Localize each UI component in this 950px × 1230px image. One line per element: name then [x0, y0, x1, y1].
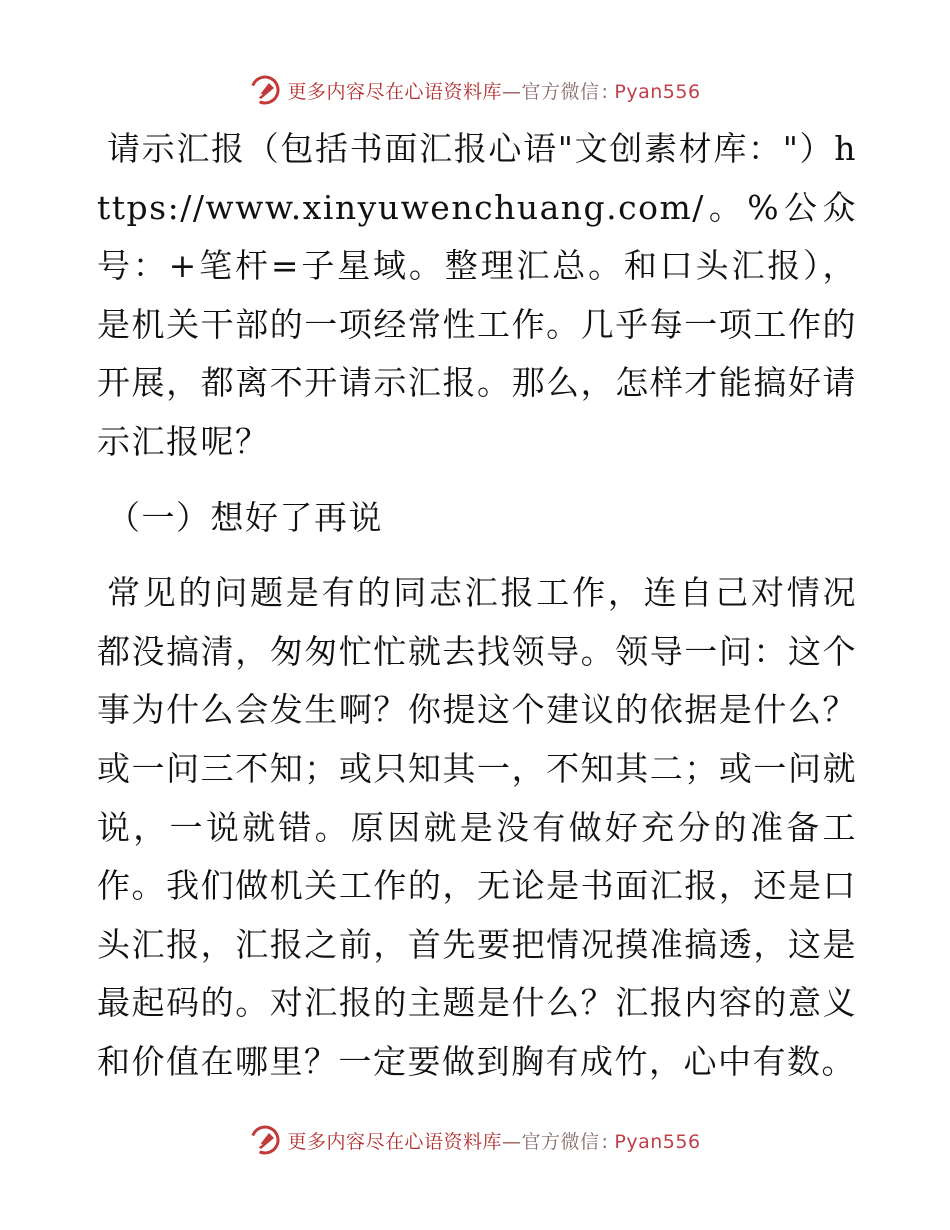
- watermark-official-label: 官方微信: [521, 1130, 600, 1153]
- watermark-text: [287, 77, 700, 104]
- intro-paragraph: 请示汇报（包括书面汇报心语"文创素材库："）https://www.xinyuwenchuang.com/。%公众号：+笔杆=子星域。整理汇总。和口头汇报），是机关干部的一项经常性工作。几乎每一项工作的开展，都离不开请示汇报。那么，怎样才能搞好请示汇报呢？: [97, 129, 857, 461]
- watermark-slogan: 更多内容尽在心语资料库: [287, 1130, 502, 1153]
- watermark-wechat-id: Pyan556: [614, 80, 701, 103]
- watermark-dash: —: [501, 80, 522, 103]
- watermark-slogan: 更多内容尽在心语资料库: [287, 80, 502, 103]
- pen-nib-logo-icon: [249, 1124, 281, 1156]
- pen-nib-logo-icon: [249, 74, 281, 106]
- watermark-official-label: 官方微信: [521, 80, 600, 103]
- footer-watermark: [0, 1120, 950, 1160]
- watermark-dash: —: [501, 1130, 522, 1153]
- watermark-separator: :: [601, 80, 609, 103]
- watermark-separator: :: [601, 1130, 609, 1153]
- section-heading: （一）想好了再说: [107, 497, 383, 537]
- body-paragraph: 常见的问题是有的同志汇报工作，连自己对情况都没搞清，匆匆忙忙就去找领导。领导一问：这个事为什么会发生啊？你提这个建议的依据是什么？或一问三不知；或只知其一，不知其二；或一问就说，一说就错。原因就是没有做好充分的准备工作。我们做机关工作的，无论是书面汇报，还是口头汇报，汇报之前，首先要把情况摸准搞透，这是最起码的。对汇报的主题是什么？汇报内容的意义和价值在哪里？一定要做到胸有成竹，心中有数。: [97, 573, 857, 1081]
- header-watermark: [0, 70, 950, 110]
- document-body: [97, 120, 857, 1092]
- watermark-text: [287, 1127, 700, 1154]
- watermark-wechat-id: Pyan556: [614, 1130, 701, 1153]
